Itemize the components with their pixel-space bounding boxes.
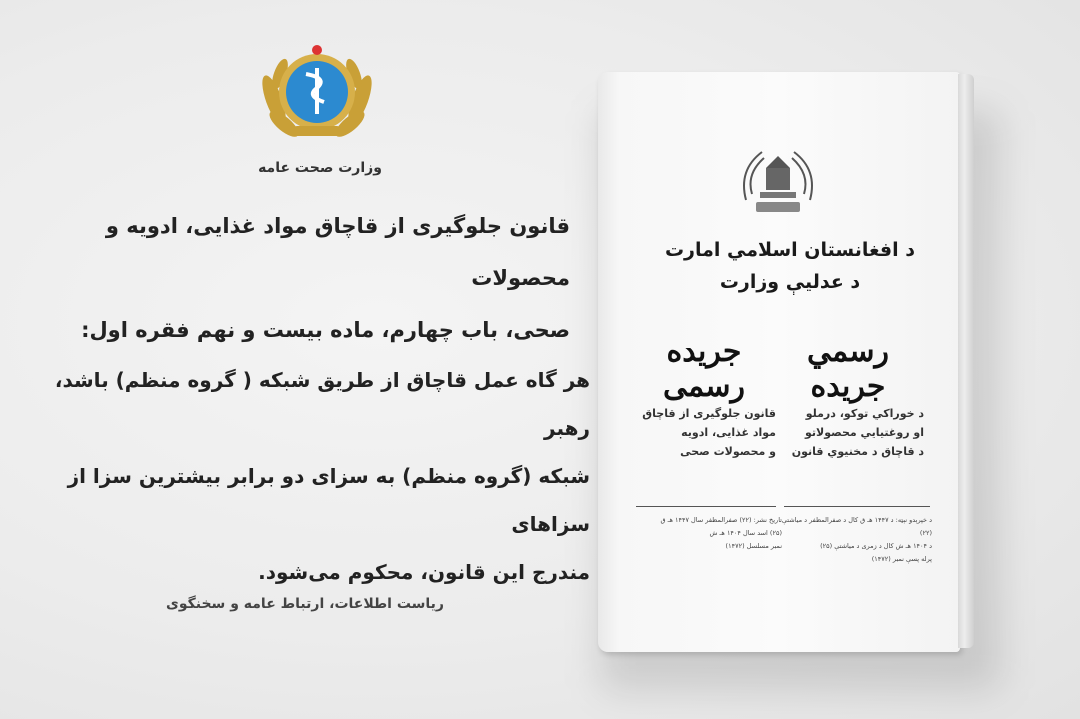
- info-line: نمبر مسلسل (۱۴۷۲): [725, 542, 782, 550]
- dari-title-line: مواد غذایی، ادویه: [681, 426, 776, 439]
- dari-law-title: [626, 404, 776, 461]
- info-line: (۲۵) اسد سال ۱۴۰۴ هـ ش: [709, 529, 782, 537]
- body-line: هر گاه عمل قاچاق از طریق شبکه ( گروه منظم) باشد، رهبر: [54, 368, 590, 440]
- dari-title-line: قانون جلوگیری از قاچاق: [642, 407, 776, 420]
- dari-title-line: و محصولات صحی: [680, 445, 776, 458]
- pashto-title-line: او روغتیایي محصولاتو: [804, 426, 924, 439]
- divider: [636, 506, 776, 507]
- gazette-calligraphy-pashto: رسمي جریده: [807, 334, 889, 404]
- pashto-title-line: د خوراکي توکو، درملو: [805, 407, 924, 420]
- body-line: مندرج این قانون، محکوم می‌شود.: [258, 560, 590, 584]
- body-line: شبکه (گروه منظم) به سزای دو برابر بیشترین سزا از سزاهای: [67, 464, 590, 536]
- department-footer: ریاست اطلاعات، ارتباط عامه و سخنگوی: [166, 596, 444, 612]
- info-line: د ۱۴۰۴ هـ ش کال د زمری د میاشتې (۲۵): [820, 542, 932, 550]
- info-line: تاریخ نشر: (۲۲) صفرالمظفر سال ۱۴۴۷ هـ ق: [660, 516, 782, 524]
- pashto-law-title: [774, 404, 924, 461]
- heading-line: صحی، باب چهارم، ماده بیست و نهم فقره اول:: [81, 318, 570, 342]
- pashto-title-line: د قاچاق د مخنیوي قانون: [791, 445, 924, 458]
- ministry-emblem-icon: [254, 40, 380, 148]
- book-title-line: د افغانستان اسلامي امارت: [664, 239, 916, 261]
- law-heading: [30, 200, 570, 356]
- ministry-name: وزارت صحت عامه: [258, 160, 382, 176]
- dari-publication-info: [622, 514, 782, 553]
- book-title: [640, 234, 940, 298]
- info-line: پرله پسې نمبر (۱۴۷۲): [871, 555, 932, 563]
- pashto-publication-info: [772, 514, 932, 566]
- book-title-line: د عدلیې وزارت: [719, 271, 861, 293]
- divider: [784, 506, 930, 507]
- law-text: [30, 356, 590, 596]
- info-line: د خپرېدو نېټه: د ۱۴۴۷ هـ ق کال د صفرالمظفر د میاشتې (۲۲): [781, 516, 932, 537]
- gazette-calligraphy-dari: جریده رسمی: [663, 334, 745, 404]
- book-spine: [958, 74, 974, 648]
- heading-line: قانون جلوگیری از قاچاق مواد غذایی، ادویه و محصولات: [105, 214, 570, 290]
- emirate-crest-icon: [732, 140, 824, 224]
